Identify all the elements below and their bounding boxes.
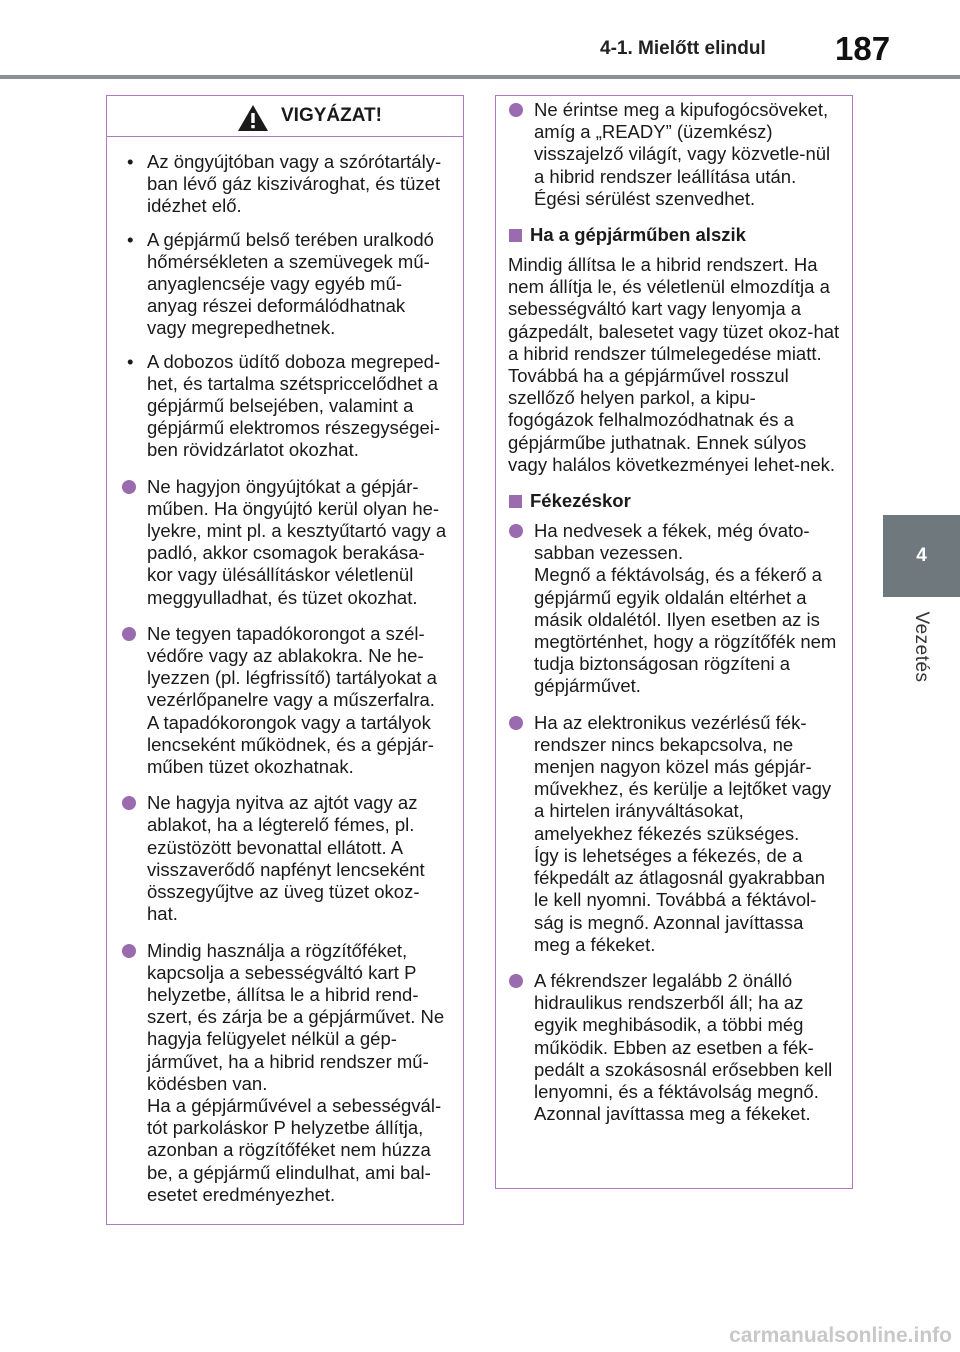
caution-continued-box bbox=[495, 95, 853, 1189]
braking-item: Ha nedvesek a fékek, még óvato-sabban vezessen. Megnő a féktávolság, és a fékerő a gépjármű egyik oldalán eltérhet a másik oldalétól. Ilyen esetben az is megtörténhet, hogy a rögzítőfék nem tudja biztonságosan rögzíteni a gépjárművet. bbox=[508, 520, 840, 698]
caution-bullet: • Az öngyújtóban vagy a szórótartály-ban lévő gáz kiszivároghat, és tüzet idézhet elő. bbox=[127, 151, 442, 217]
bullet-dot-icon bbox=[122, 944, 136, 958]
caution-title: VIGYÁZAT! bbox=[281, 105, 382, 126]
bullet-dot-icon bbox=[122, 480, 136, 494]
caution-body bbox=[107, 137, 463, 1206]
braking-item: Ha az elektronikus vezérlésű fék-rendszer nincs bekapcsolva, ne menjen nagyon közel más gépjár-művekhez, és kerülje a lejtőket vagy a hirtelen irányváltásokat, amelyekhez fékezés szükséges. Így is lehetséges a fékezés, de a fékpedált az átlagosnál gyakrabban le kell nyomni. Továbbá a féktávol-ság is megnő. Azonnal javíttassa meg a fékeket. bbox=[508, 712, 840, 956]
caution-item: Ne tegyen tapadókorongot a szél-védőre vagy az ablakokra. Ne he-lyezzen (pl. légfrissítő) tartályokat a vezérlőpanelre vagy a műszerfalra. A tapadókorongok vagy a tartályok lencseként működnek, és a gépjár-műben tüzet okozhatnak. bbox=[121, 623, 449, 778]
caution-bullet: • A gépjármű belső terében uralkodó hőmérsékleten a szemüvegek mű-anyaglencséje vagy egyéb mű-anyag részei deformálódhatnak vagy megrepedhetnek. bbox=[127, 228, 434, 339]
header-rule bbox=[0, 75, 960, 79]
caution-box bbox=[106, 95, 464, 1225]
bullet-dot-icon bbox=[509, 103, 523, 117]
bullet-dot-icon bbox=[509, 716, 523, 730]
braking-item: A fékrendszer legalább 2 önálló hidraulikus rendszerből áll; ha az egyik meghibásodik, a többi még működik. Ebben az esetben a fék-pedált a szokásosnál erősebben kell lenyomni, és a féktávolság megnő. Azonnal javíttassa meg a fékeket. bbox=[508, 970, 840, 1125]
caution-item: Ne hagyja nyitva az ajtót vagy az ablakot, ha a légterelő fémes, pl. ezüstözött bevonattal ellátott. A visszaverődő napfényt lencseként összegyűjtve az üveg tüzet okoz-hat. bbox=[121, 792, 449, 925]
page-number: 187 bbox=[835, 30, 891, 67]
braking-heading: Fékezéskor bbox=[508, 490, 840, 512]
sleeping-heading: Ha a gépjárműben alszik bbox=[508, 224, 840, 246]
chapter-tab[interactable]: 4 bbox=[883, 515, 960, 597]
caution-item: Ne hagyjon öngyújtókat a gépjár-műben. Ha öngyújtó kerül olyan he-lyekre, mint pl. a kesztyűtartó vagy a padló, akkor csomagok berakása-kor vagy ülésállításkor véletlenül meggyulladhat, és tüzet okozhat. bbox=[121, 476, 449, 609]
caution-item: Mindig használja a rögzítőféket, kapcsolja a sebességváltó kart P helyzetbe, állítsa le a hibrid rend-szert, és zárja be a gépjárművet. Ne hagyja felügyelet nélkül a gép-járművet, ha a hibrid rendszer mű-ködésben van. Ha a gépjárművével a sebességvál-tót parkoláskor P helyzetbe állítja, azonban a rögzítőféket nem húzza be, a gépjármű elindulhat, ami bal-esetet eredményezhet. bbox=[121, 940, 449, 1206]
chapter-label: Vezetés bbox=[911, 611, 932, 683]
bullet-dot-icon bbox=[122, 627, 136, 641]
bullet-dot-icon bbox=[509, 974, 523, 988]
header-section-title: 4-1. Mielőtt elindul bbox=[600, 38, 766, 59]
sleeping-paragraph: Mindig állítsa le a hibrid rendszert. Ha nem állítja le, és véletlenül elmozdítja a sebességváltó kart vagy lenyomja a gázpedált, balesetet vagy tüzet okoz-hat a hibrid rendszer túlmelegedése miatt. Továbbá ha a gépjárművel rosszul szellőző helyen parkol, a kipu-fogógázok felhalmozódhatnak és a gépjárműbe juthatnak. Ennek súlyos vagy halálos következményei lehet-nek. bbox=[508, 254, 840, 475]
heading-square-icon bbox=[509, 495, 522, 508]
warning-triangle-icon bbox=[237, 104, 269, 132]
heading-square-icon bbox=[509, 229, 522, 242]
caution-bullet: • A dobozos üdítő doboza megreped-het, és tartalma szétspriccelődhet a gépjármű belsejében, valamint a gépjármű elektromos részegységei-ben rövidzárlatot okozhat. bbox=[127, 350, 441, 461]
caution-header bbox=[107, 96, 463, 137]
caution-bullet-list bbox=[121, 151, 449, 462]
bullet-dot-icon bbox=[122, 796, 136, 810]
watermark: carmanualsonline.info bbox=[729, 1324, 952, 1347]
bullet-dot-icon bbox=[509, 524, 523, 538]
exhaust-item: Ne érintse meg a kipufogócsöveket, amíg a „READY” (üzemkész) visszajelző világít, vagy közvetle-nül a hibrid rendszer leállítása után. Égési sérülést szenvedhet. bbox=[508, 99, 840, 210]
